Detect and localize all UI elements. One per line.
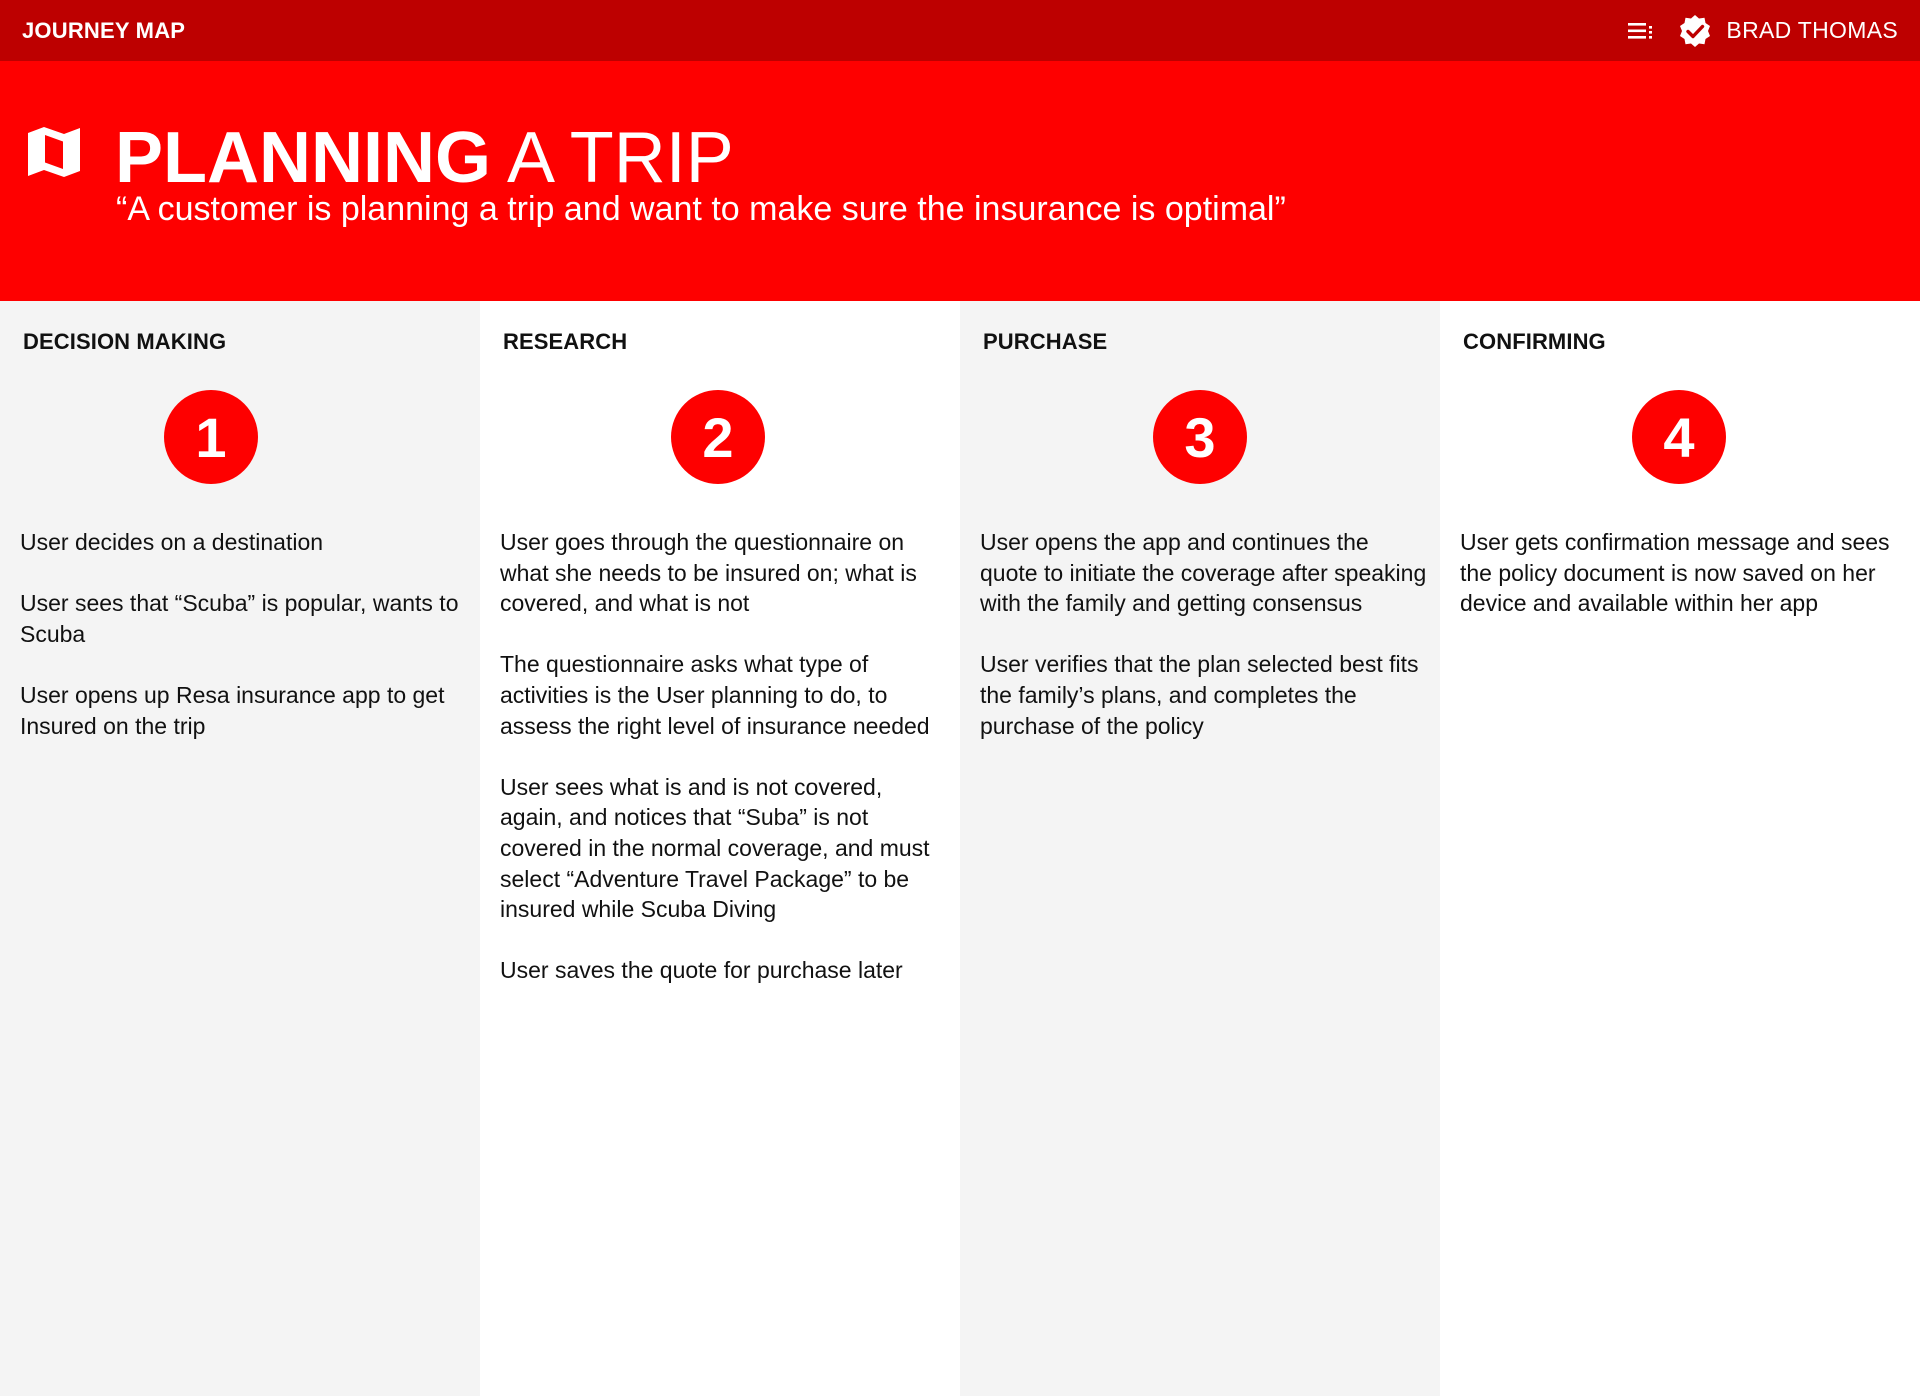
stage-paragraph: User verifies that the plan selected best fits the family’s plans, and completes the purchase of the policy: [980, 651, 1419, 739]
page-title-strong: PLANNING: [115, 118, 491, 198]
stage-paragraph: User sees what is and is not covered, again, and notices that “Suba” is not covered in the normal coverage, and must select “Adventure Travel Package” to be insured while Scuba Diving: [500, 773, 930, 923]
map-icon: [26, 125, 82, 179]
stage-paragraph: User gets confirmation message and sees the policy document is now saved on her device and available within her app: [1460, 529, 1890, 617]
stage-description: [1460, 527, 1908, 649]
stage-description: [20, 527, 468, 772]
stage-title: PURCHASE: [983, 329, 1108, 354]
stage-paragraph: User saves the quote for purchase later: [500, 957, 903, 984]
stage-paragraph: The questionnaire asks what type of activities is the User planning to do, to assess the right level of insurance needed: [500, 651, 930, 739]
hero-banner: [0, 61, 1920, 301]
stage-paragraph: User opens the app and continues the quote to initiate the coverage after speaking with the family and getting consensus: [980, 529, 1427, 617]
app-title: JOURNEY MAP: [22, 17, 186, 43]
topbar-actions: [1626, 14, 1898, 48]
stage-title: CONFIRMING: [1463, 329, 1606, 354]
stage-research: [480, 301, 960, 1396]
verified-badge-icon: [1678, 14, 1712, 48]
stage-title: DECISION MAKING: [23, 329, 227, 354]
user-name: BRAD THOMAS: [1726, 17, 1898, 43]
stage-paragraph: User decides on a destination: [20, 529, 324, 555]
stage-purchase: [960, 301, 1440, 1396]
stage-number-badge: 3: [1153, 390, 1247, 484]
stage-confirming: [1440, 301, 1920, 1396]
stage-decision-making: [0, 301, 480, 1396]
stage-title: RESEARCH: [503, 329, 628, 354]
page-subtitle: “A customer is planning a trip and want to make sure the insurance is optimal”: [116, 190, 1286, 228]
stage-description: [980, 527, 1428, 772]
top-bar: [0, 0, 1920, 61]
stage-number-badge: 2: [671, 390, 765, 484]
stage-paragraph: User goes through the questionnaire on what she needs to be insured on; what is covered, and what is not: [500, 529, 917, 617]
stage-number-badge: 4: [1632, 390, 1726, 484]
menu-list-icon[interactable]: [1626, 16, 1656, 46]
journey-stages: [0, 301, 1920, 1396]
user-menu[interactable]: [1678, 14, 1898, 48]
stage-number-badge: 1: [164, 390, 258, 484]
stage-paragraph: User sees that “Scuba” is popular, wants to Scuba: [20, 590, 459, 647]
stage-paragraph: User opens up Resa insurance app to get Insured on the trip: [20, 681, 445, 739]
stage-description: [500, 527, 948, 1017]
page-title-light: A TRIP: [507, 118, 734, 198]
